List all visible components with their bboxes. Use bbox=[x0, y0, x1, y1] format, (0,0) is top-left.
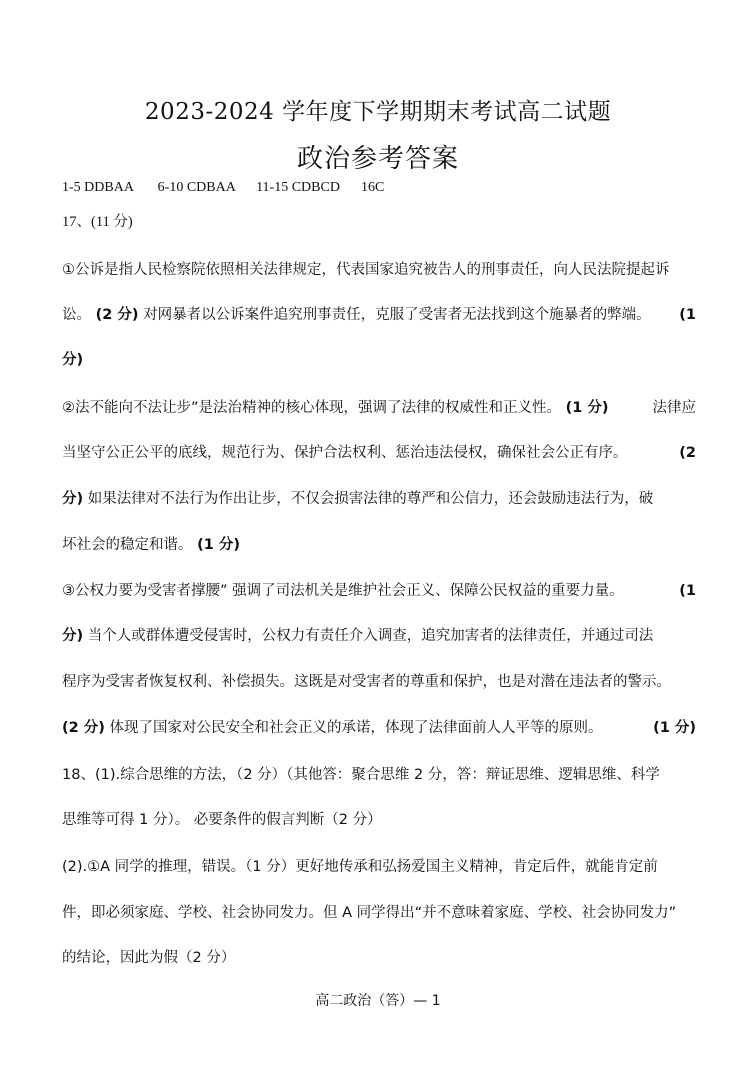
q17-line-5: 当坚守公正公平的底线，规范行为、保护合法权利、惩治违法侵权，确保社会公正有序。 (2 bbox=[62, 445, 696, 461]
q17-line-2: 讼。 (2 分) 对网暴者以公诉案件追究刑事责任，克服了受害者无法找到这个施暴者的弊端。 (1 bbox=[62, 307, 696, 323]
q17-line-6: 分) 如果法律对不法行为作出让步，不仅会损害法律的尊严和公信力，还会鼓励违法行为，破 bbox=[62, 491, 654, 507]
q18-line-3: (2).①A 同学的推理，错误。（1 分）更好地传承和弘扬爱国主义精神，肯定后件，就能肯定前 bbox=[62, 859, 658, 875]
q18-line-1: 18、(1).综合思维的方法，（2 分）（其他答：聚合思维 2 分，答：辩证思维、逻辑思维、科学 bbox=[62, 767, 660, 783]
exam-title: 2023-2024 学年度下学期期末考试高二试题 bbox=[144, 99, 612, 125]
q17-line-10: 程序为受害者恢复权利、补偿损失。这既是对受害者的尊重和保护，也是对潜在违法者的警示。 bbox=[62, 674, 671, 690]
q17-line-11: (2 分) 体现了国家对公民安全和社会正义的承诺，体现了法律面前人人平等的原则。 (1 分) bbox=[62, 720, 696, 736]
page-footer: 高二政治（答）— 1 bbox=[315, 993, 441, 1009]
q17-line-3: 分) bbox=[62, 352, 84, 368]
q17-line-9: 分) 当个人或群体遭受侵害时，公权力有责任介入调查，追究加害者的法律责任，并通过司法 bbox=[62, 628, 654, 644]
q17-line-8: ③公权力要为受害者撑腰” 强调了司法机关是维护社会正义、保障公民权益的重要力量。 (1 bbox=[62, 583, 696, 599]
q17-line-4: ②法不能向不法让步”是法治精神的核心体现，强调了法律的权威性和正义性。 (1 分) 法律应 bbox=[62, 400, 696, 416]
q17-line-1: ①公诉是指人民检察院依照相关法律规定，代表国家追究被告人的刑事责任，向人民法院提起诉 bbox=[62, 262, 670, 278]
q18-line-5: 的结论，因此为假（2 分） bbox=[62, 950, 236, 966]
q18-line-4: 件，即必须家庭、学校、社会协同发力。但 A 同学得出“并不意味着家庭、学校、社会协同发力” bbox=[62, 905, 677, 921]
q17-line-7: 坏社会的稳定和谐。 (1 分) bbox=[62, 537, 241, 553]
multiple-choice-answers: 1-5 DDBAA 6-10 CDBAA 11-15 CDBCD 16C bbox=[62, 180, 385, 195]
answer-key-title: 政治参考答案 bbox=[296, 144, 459, 174]
q17-header: 17、(11 分) bbox=[62, 214, 133, 230]
q18-line-2: 思维等可得 1 分）。 必要条件的假言判断（2 分） bbox=[62, 812, 382, 828]
